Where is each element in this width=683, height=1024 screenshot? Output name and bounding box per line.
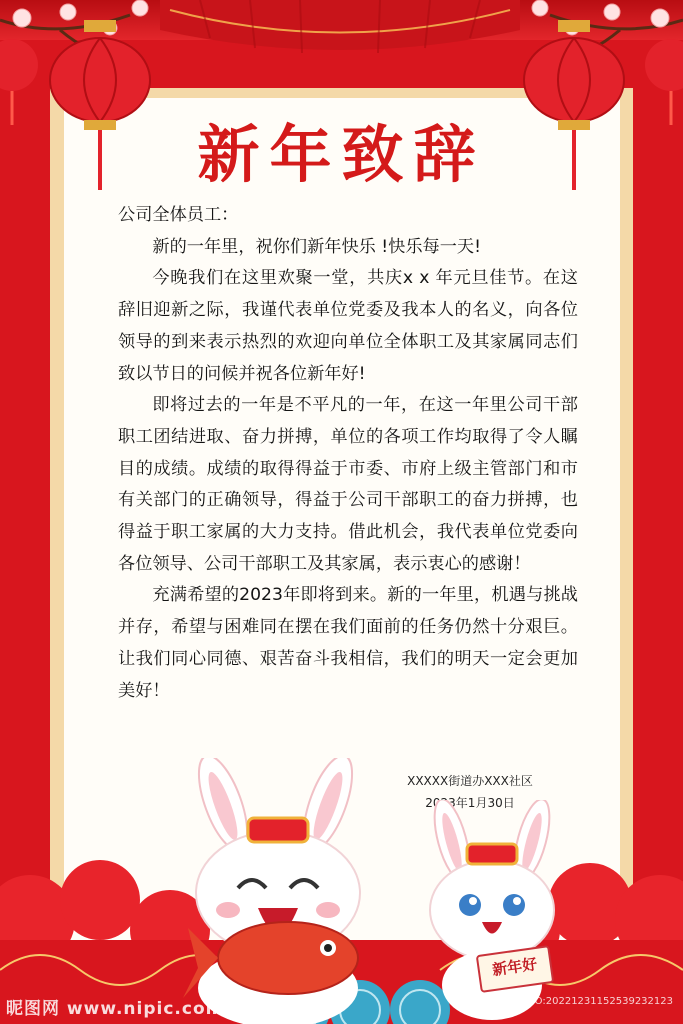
watermark-id: ID:33180111 NO:20221231152539232123 xyxy=(459,996,673,1007)
page-title: 新年致辞 xyxy=(197,118,486,191)
salutation: 公司全体员工： xyxy=(118,205,239,225)
paragraph: 即将过去的一年是不平凡的一年，在这一年里公司干部职工团结进取、奋力拼搏，单位的各项工作均取得了令人瞩目的成绩。成绩的取得得益于市委、市府上级主管部门和市有关部门的正确领导，得益于公司干部职工的奋力拼搏，也得益于职工家属的大力支持。借此机会，我代表单位党委向各位领导、公司干部职工及其家属，表示衷心的感谢！ xyxy=(118,395,578,574)
scroll-text: 新年好 xyxy=(491,954,539,980)
letter-body xyxy=(118,200,578,707)
paragraph: 今晚我们在这里欢聚一堂，共庆x x 年元旦佳节。在这辞旧迎新之际，我谨代表单位党委及我本人的名义，向各位领导的到来表示热烈的欢迎向单位全体职工及其家属同志们致以节日的问候并祝各位新年好! xyxy=(118,268,578,384)
rabbit-illustration xyxy=(178,758,378,1024)
paragraph: 新的一年里，祝你们新年快乐 !快乐每一天! xyxy=(152,236,482,257)
lantern-icon xyxy=(0,35,40,125)
watermark-logo: 昵图网 www.nipic.com xyxy=(6,999,225,1019)
paragraph: 充满希望的2023年即将到来。新的一年里，机遇与挑战并存，希望与困难同在摆在我们面前的任务仍然十分艰巨。让我们同心同德、艰苦奋斗我相信，我们的明天一定会更加美好！ xyxy=(118,585,578,701)
signature-date: 2023年1月30日 xyxy=(425,796,515,810)
lantern-icon xyxy=(643,35,683,125)
signature-org: XXXXX街道办XXX社区 xyxy=(407,774,533,788)
